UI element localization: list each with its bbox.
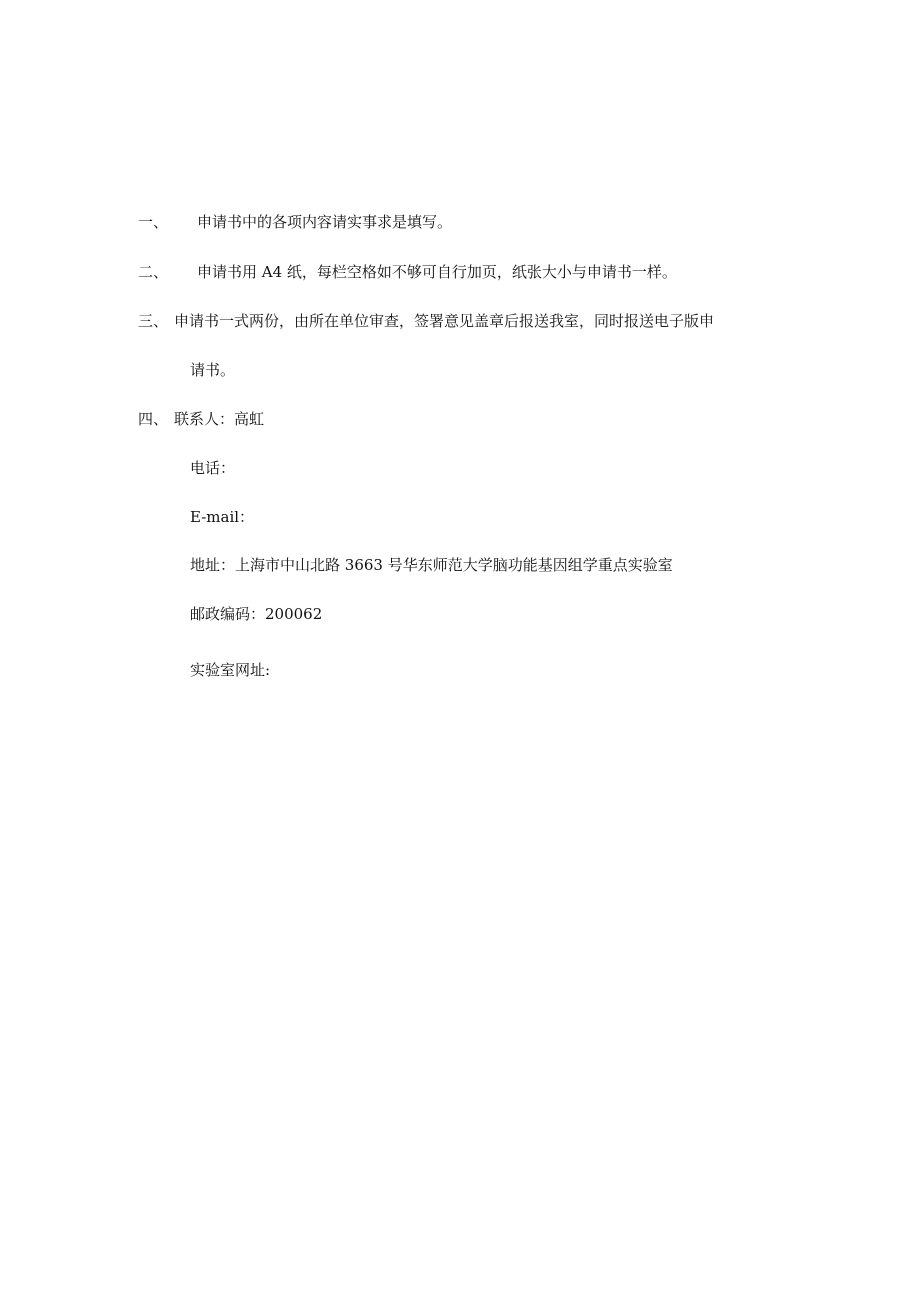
instruction-marker: 二、 <box>138 263 169 281</box>
instruction-marker: 四、 <box>138 410 169 428</box>
instruction-item-2 <box>138 262 677 282</box>
instruction-item-1 <box>138 212 452 232</box>
contact-postcode: 邮政编码：200062 <box>190 605 323 623</box>
lab-website-label: 实验室网址: <box>190 661 271 679</box>
instruction-marker: 一、 <box>138 213 169 231</box>
contact-email-label: E-mail： <box>190 508 255 526</box>
instruction-item-4 <box>138 409 264 429</box>
contact-phone-label: 电话： <box>190 459 236 477</box>
instruction-text: 申请书一式两份，由所在单位审查，签署意见盖章后报送我室，同时报送电子版申 <box>174 312 715 330</box>
instruction-marker: 三、 <box>138 312 169 330</box>
instruction-text: 联系人：高虹 <box>174 410 265 428</box>
instruction-text: 申请书中的各项内容请实事求是填写。 <box>197 213 453 231</box>
contact-address: 地址：上海市中山北路 3663 号华东师范大学脑功能基因组学重点实验室 <box>190 556 673 574</box>
instruction-text: 申请书用 A4 纸，每栏空格如不够可自行加页，纸张大小与申请书一样。 <box>197 263 677 281</box>
instruction-item-3-continuation: 请书。 <box>190 361 236 379</box>
instruction-item-3 <box>138 311 714 331</box>
